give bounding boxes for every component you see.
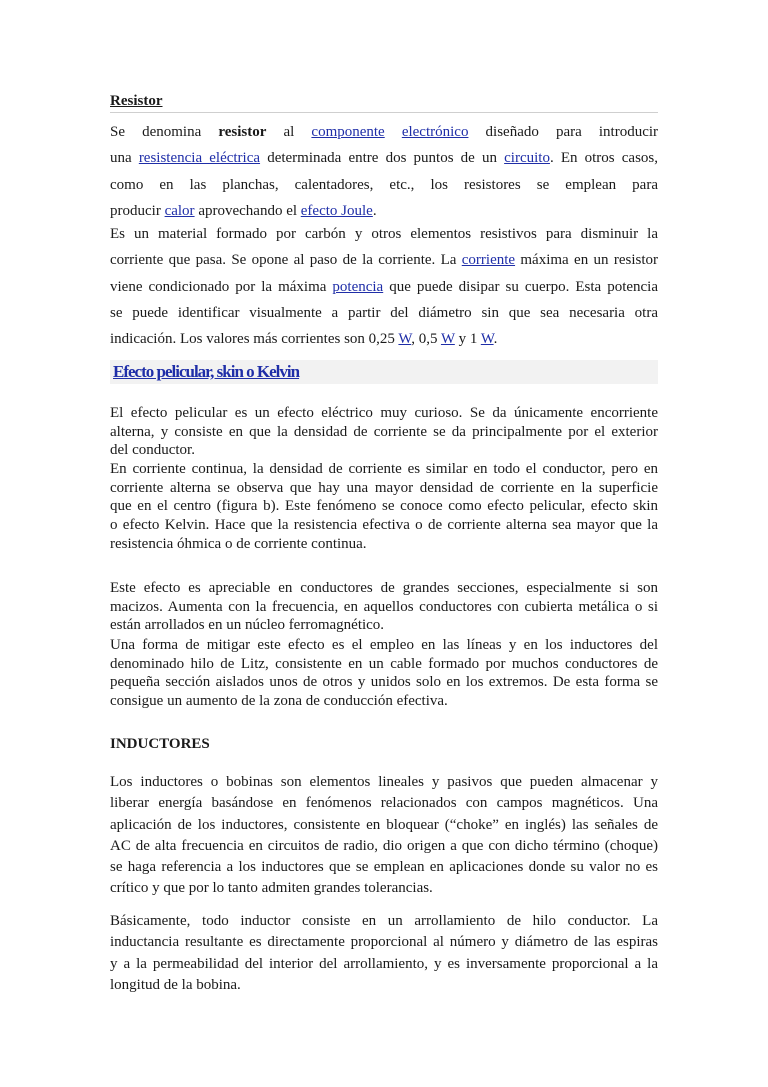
- text-line: Una forma de mitigar este efecto es el empleo en las líneas y en los inductores del: [110, 637, 658, 653]
- link-resistencia-electrica[interactable]: resistencia eléctrica: [138, 150, 261, 167]
- efecto-paragraph-4: [110, 636, 658, 711]
- text-line: alterna, y consiste en que la densidad de corriente se da principalmente por el exterior: [110, 423, 658, 440]
- link-watt[interactable]: W: [480, 331, 494, 348]
- text-line: crítico y que por lo tanto admiten grandes tolerancias.: [110, 880, 433, 897]
- text-line: indicación. Los valores más corrientes son 0,25 W, 0,5 W y 1 W.: [110, 331, 498, 348]
- text-line: aplicación de los inductores, consistente en bloquear (“choke” en inglés) las señales de: [110, 816, 658, 833]
- text-line: corriente alterna se observa que hay una mayor densidad de corriente en la superficie: [110, 479, 658, 496]
- efecto-paragraph-3: [110, 579, 658, 635]
- text-line: AC de alta frecuencia en circuitos de radio, dio origen a que con dicho término (choque): [110, 837, 658, 854]
- text-line: Se denomina resistor al componente electrónico diseñado para introducir: [110, 124, 659, 140]
- link-corriente[interactable]: corriente: [461, 252, 516, 269]
- text-line: macizos. Aumenta con la frecuencia, en aquellos conductores con cubierta metálica o si: [110, 598, 658, 615]
- text-line: están arrollados en un núcleo ferromagnético.: [110, 617, 385, 634]
- text-line: se haga referencia a los inductores que se emplean en aplicaciones donde su valor no es: [110, 859, 658, 876]
- resistor-paragraph-2: [110, 221, 658, 352]
- text-line: inductancia resultante es directamente proporcional al número y diámetro de las espiras: [110, 934, 658, 951]
- term-resistor: resistor: [218, 124, 267, 140]
- heading-text: INDUCTORES: [110, 736, 210, 752]
- text-line: Este efecto es apreciable en conductores de grandes secciones, especialmente si son: [110, 580, 658, 596]
- section-heading-efecto-pelicular: [110, 360, 658, 384]
- text-line: corriente que pasa. Se opone al paso de la corriente. La corriente máxima en un resistor: [110, 252, 658, 269]
- text-line: En corriente continua, la densidad de corriente es similar en todo el conductor, pero en: [110, 461, 658, 477]
- text-line: liberar energía basándose en fenómenos relacionados con campos magnéticos. Una: [110, 795, 658, 812]
- text-line: o efecto Kelvin. Hace que la resistencia efectiva o de corriente alterna sea mayor que la: [110, 517, 658, 534]
- text-line: del conductor.: [110, 442, 195, 459]
- text-line: se puede identificar visualmente a partir del diámetro sin que sea necesaria otra: [110, 304, 658, 321]
- inductores-paragraph-2: [110, 911, 658, 996]
- efecto-paragraph-2: [110, 460, 658, 554]
- resistor-paragraph-1: [110, 119, 658, 224]
- text-line: Los inductores o bobinas son elementos lineales y pasivos que pueden almacenar y: [110, 774, 658, 790]
- link-watt[interactable]: W: [398, 331, 412, 348]
- text-line: viene condicionado por la máxima potencia que puede disipar su cuerpo. Esta potencia: [110, 278, 659, 295]
- heading-link[interactable]: Efecto pelicular, skin o Kelvin: [113, 362, 300, 381]
- text-line: resistencia óhmica o de corriente continua.: [110, 535, 367, 552]
- inductores-paragraph-1: [110, 772, 658, 900]
- link-circuito[interactable]: circuito: [504, 150, 550, 167]
- text-line: longitud de la bobina.: [110, 976, 241, 993]
- link-watt[interactable]: W: [440, 331, 455, 348]
- link-calor[interactable]: calor: [164, 202, 195, 219]
- text-line: que en el centro (figura b). Este fenómeno se conoce como efecto pelicular, efecto skin: [110, 498, 658, 515]
- efecto-paragraph-1: [110, 404, 658, 460]
- text-line: producir calor aprovechando el efecto Joule.: [110, 202, 377, 219]
- section-heading-inductores: [110, 736, 658, 753]
- link-efecto-joule[interactable]: efecto Joule: [300, 202, 373, 219]
- link-potencia[interactable]: potencia: [332, 278, 384, 295]
- text-line: Básicamente, todo inductor consiste en un arrollamiento de hilo conductor. La: [110, 913, 658, 929]
- text-line: El efecto pelicular es un efecto eléctrico muy curioso. Se da únicamente encorriente: [110, 405, 658, 421]
- text-line: pequeña sección aislados unos de otros y unidos solo en los extremos. De esta forma se: [110, 674, 658, 691]
- text-line: denominado hilo de Litz, consistente en un cable formado por muchos conductores de: [110, 655, 658, 672]
- text-line: Es un material formado por carbón y otros elementos resistivos para disminuir la: [110, 226, 658, 242]
- text-line: como en las planchas, calentadores, etc., los resistores se emplean para: [110, 176, 658, 193]
- text-line: y a la permeabilidad del interior del arrollamiento, y es inversamente proporcional a la: [110, 955, 658, 972]
- text-line: una resistencia eléctrica determinada entre dos puntos de un circuito. En otros casos,: [110, 150, 659, 167]
- link-electronico[interactable]: electrónico: [401, 124, 469, 140]
- section-heading-resistor: [110, 93, 658, 113]
- heading-text: Resistor: [110, 93, 163, 109]
- text-line: consigue un aumento de la zona de conducción efectiva.: [110, 693, 448, 710]
- link-componente[interactable]: componente: [311, 124, 385, 140]
